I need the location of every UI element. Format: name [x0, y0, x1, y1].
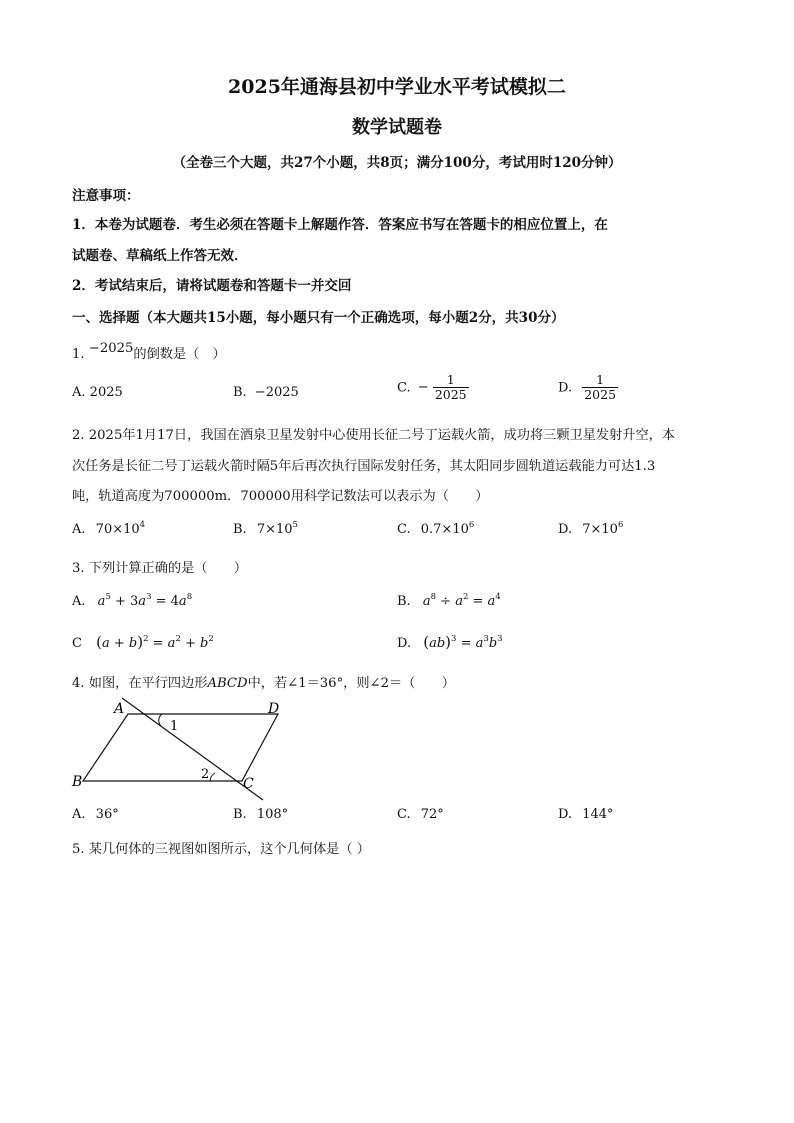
minus-sign: −	[417, 380, 429, 396]
q4-option-c[interactable]	[397, 807, 444, 822]
option-text: 36°	[95, 807, 119, 822]
question-4-variable: ABCD	[207, 676, 248, 691]
q1-option-a[interactable]	[72, 385, 123, 400]
angle-2-label: 2	[201, 767, 210, 782]
option-label: D.	[397, 636, 412, 651]
q3-option-c[interactable]	[72, 633, 214, 651]
option-exponent: 4	[139, 520, 146, 530]
q4-option-a[interactable]	[72, 807, 119, 822]
q3-option-d[interactable]	[397, 633, 503, 651]
q1-option-d[interactable]	[558, 373, 618, 403]
option-label: C	[72, 636, 82, 651]
question-1-text: 的倒数是（ ）	[133, 347, 226, 362]
option-label: C.	[397, 522, 411, 537]
exam-info: （全卷三个大题，共27个小题，共8页；满分100分，考试用时120分钟）	[172, 155, 622, 171]
question-4-text-post: 中，若∠1＝36°，则∠2＝（ ）	[247, 676, 455, 691]
option-base: 0.7×10	[420, 522, 469, 537]
q2-option-a[interactable]	[72, 522, 145, 537]
option-label: D.	[558, 522, 573, 537]
option-base: 70×10	[95, 522, 140, 537]
q1-option-c[interactable]	[397, 373, 469, 403]
option-formula: $a^5 + 3a^3 = 4a^8$	[97, 592, 193, 609]
option-text: 72°	[420, 807, 444, 822]
denominator: 2025	[434, 387, 467, 403]
vertex-label-d: D	[268, 701, 280, 717]
option-label: C.	[397, 807, 411, 822]
parallelogram-shape	[83, 714, 278, 781]
q3-option-a[interactable]	[72, 594, 192, 609]
angle-1-arc	[159, 714, 162, 726]
angle-1-label: 1	[170, 719, 179, 734]
option-formula: $a^8 \div a^2 = a^4$	[422, 592, 501, 609]
option-text: −2025	[254, 385, 299, 400]
q2-option-b[interactable]	[233, 522, 298, 537]
question-4-text-pre: 4. 如图，在平行四边形	[72, 676, 208, 691]
option-label: D.	[558, 807, 573, 822]
option-label: B.	[233, 807, 247, 822]
exam-title: 2025年通海县初中学业水平考试模拟二	[228, 76, 566, 98]
question-1-number: 1.	[72, 347, 85, 362]
vertex-label-a: A	[114, 701, 125, 717]
q1-option-b[interactable]	[233, 385, 299, 400]
question-1-stem	[72, 343, 226, 362]
numerator: 1	[582, 373, 618, 388]
option-label: A.	[72, 807, 86, 822]
option-label: A.	[72, 594, 86, 609]
transversal-line	[122, 698, 263, 800]
option-text: 144°	[582, 807, 614, 822]
subject-title: 数学试题卷	[352, 117, 442, 138]
note-2: 2．考试结束后，请将试题卷和答题卡一并交回	[72, 278, 352, 294]
denominator: 2025	[584, 387, 617, 403]
option-exponent: 5	[292, 520, 298, 530]
fraction	[433, 373, 469, 403]
option-label: C.	[397, 380, 411, 396]
option-text: 2025	[89, 385, 123, 400]
fraction	[582, 373, 618, 403]
vertex-label-b: B	[72, 774, 83, 790]
option-label: B.	[233, 522, 247, 537]
option-base: 7×10	[256, 522, 293, 537]
section-1-heading: 一、选择题（本大题共15小题，每小题只有一个正确选项，每小题2分，共30分）	[72, 310, 565, 326]
numerator: 1	[433, 373, 469, 388]
q2-option-d[interactable]	[558, 522, 623, 537]
option-label: A.	[72, 385, 86, 400]
question-1-expression: −2025	[88, 341, 134, 356]
parallelogram-figure	[68, 695, 298, 805]
question-2-line-2: 次任务是长征二号丁运载火箭时隔5年后再次执行国际发射任务，其太阳同步圆轨道运载能力可达1.3	[72, 459, 656, 474]
option-exponent: 6	[468, 520, 475, 530]
option-text: 108°	[256, 807, 289, 822]
option-formula: $(ab)^3 = a^3b^3$	[423, 633, 503, 651]
notes-heading: 注意事项：	[72, 188, 140, 204]
note-1-line-1: 1．本卷为试题卷．考生必须在答题卡上解题作答．答案应书写在答题卡的相应位置上，在	[72, 217, 608, 233]
q4-option-b[interactable]	[233, 807, 288, 822]
angle-2-arc	[210, 773, 215, 781]
question-3-stem: 3. 下列计算正确的是（ ）	[72, 561, 248, 576]
question-2-line-1: 2. 2025年1月17日，我国在酒泉卫星发射中心使用长征二号丁运载火箭，成功将三颗卫星发射升空，本	[72, 428, 676, 443]
vertex-label-c: C	[243, 776, 254, 792]
option-label: A.	[72, 522, 86, 537]
question-4-stem	[72, 672, 455, 691]
option-formula: $(a + b)^2 = a^2 + b^2$	[96, 633, 214, 651]
option-exponent: 6	[617, 520, 624, 530]
option-base: 7×10	[582, 522, 618, 537]
option-label: D.	[558, 380, 573, 396]
q3-option-b[interactable]	[397, 594, 501, 609]
option-label: B.	[397, 594, 411, 609]
option-label: B.	[233, 385, 247, 400]
note-1-line-2: 试题卷、草稿纸上作答无效．	[72, 248, 248, 264]
q4-option-d[interactable]	[558, 807, 614, 822]
question-2-line-3: 吨，轨道高度为700000m．700000用科学记数法可以表示为（ ）	[72, 489, 489, 504]
question-5-stem: 5. 某几何体的三视图如图所示，这个几何体是（ ）	[72, 842, 370, 857]
q2-option-c[interactable]	[397, 522, 474, 537]
